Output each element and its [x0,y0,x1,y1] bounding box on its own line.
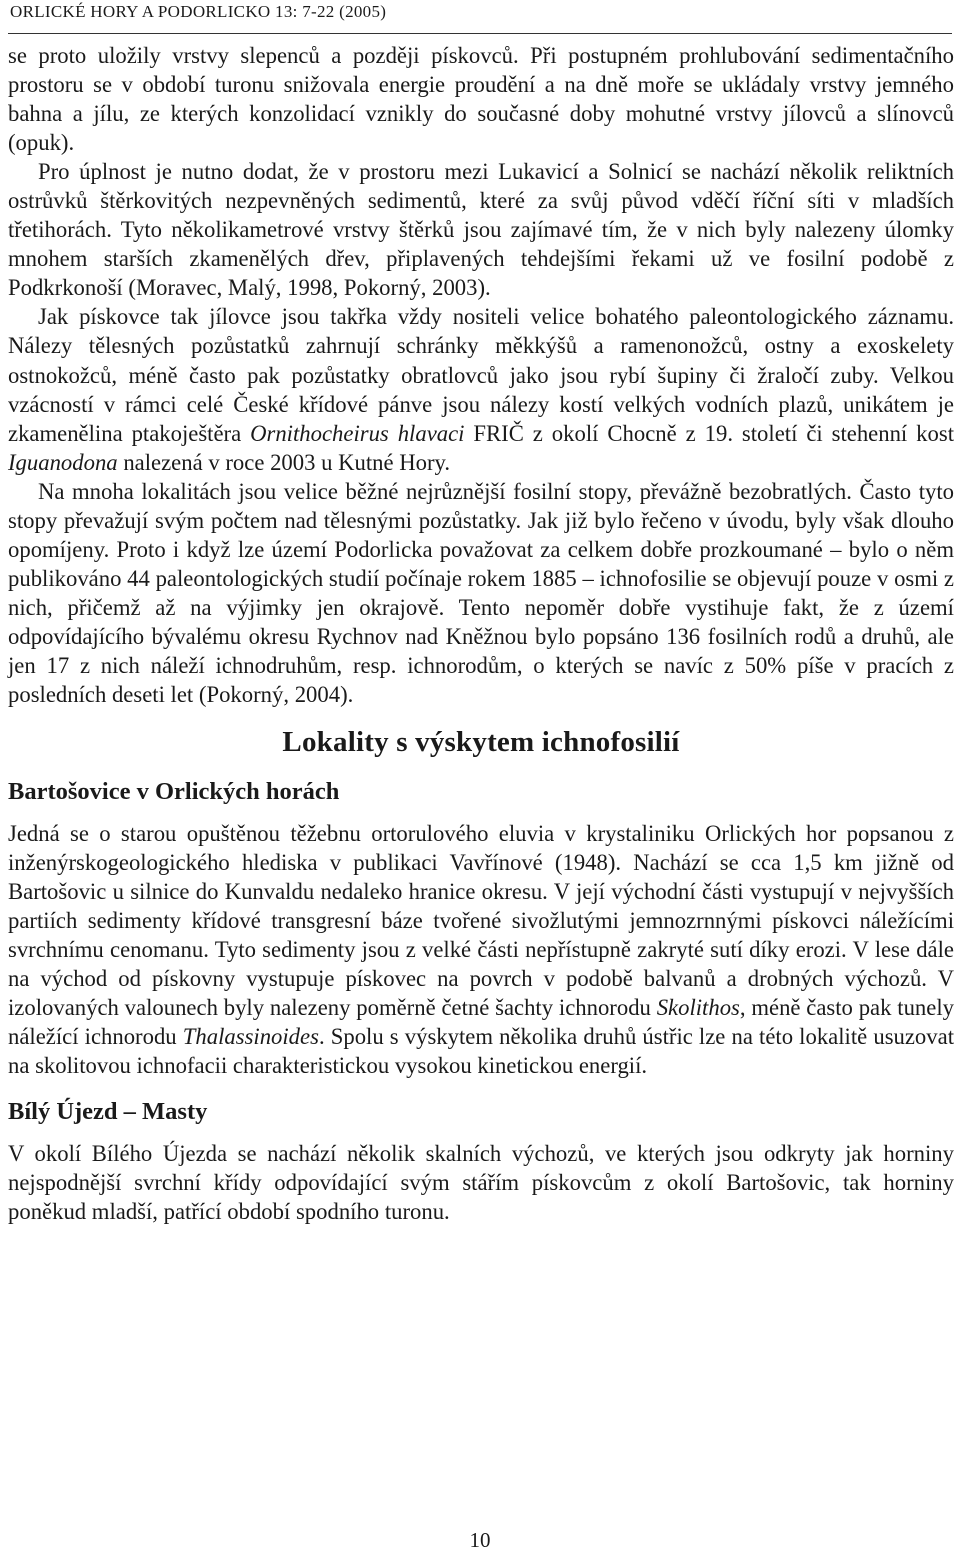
running-head: ORLICKÉ HORY A PODORLICKO 13: 7-22 (2005) [10,2,387,21]
text-run: , méně často pak tunely náležící ichnorodu [8,995,954,1050]
text-run: Na mnoha lokalitách jsou velice běžné nejrůznější fosilní stopy, převážně bezobratlých. Často tyto stopy převažují svým počtem nad tělesnými pozůstatky. Jak již bylo řečeno v úvodu, byly však dlouho opomíjeny. Proto i když lze území Podorlicka považovat za celkem dobře prozkoumané – bylo o něm publikováno 44 paleontologických studií počínaje rokem 1885 – ichnofosilie se objevují pouze v osmi z nich, přičemž až na výjimky jen okrajově. Tento nepoměr dobře vystihuje fakt, že z území odpovídajícího bývalému okresu Rychnov nad Kněžnou bylo popsáno 136 fosilních rodů a druhů, ale jen 17 z nich náleží ichnodruhům, resp. ichnorodům, o kterých se navíc z 50% píše v pracích z posledních deseti let (Pokorný, 2004). [8,478,954,708]
taxon-name: Skolithos [656,995,740,1021]
text-run: nalezená v roce 2003 u Kutné Hory. [117,449,451,475]
text-run: Pro úplnost je nutno dodat, že v prostoru mezi Lukavicí a Solnicí se nachází několik reliktních ostrůvků štěrkovitých nezpevněných sedimentů, které za svůj původ vděčí říční síti v mladších třetihorách. Tyto několikametrové vrstvy štěrků jsou zajímavé tím, že v nich byly nalezeny úlomky mnohem starších zkamenělých dřev, připlavených tehdejšími řekami už ve fosilní podobě z Podkrkonoší (Moravec, Malý, 1998, Pokorný, 2003). [8,159,954,301]
taxon-name: Ornithocheirus hlavaci [250,420,465,446]
text-run: V okolí Bílého Újezda se nachází několik skalních výchozů, ve kterých jsou odkryty jak horniny nejspodnější svrchní křídy odpovídající svým stářím pískovcům z okolí Bartošovic, tak horniny poněkud mladší, patřící období spodního turonu. [8,1140,954,1224]
paragraph [8,1139,954,1226]
text-run: . Spolu s výskytem několika druhů ústřic lze na této lokalitě usuzovat na skolitovou ichnofacii charakteristickou vysokou kinetickou energií. [8,1024,954,1079]
header-rule [8,33,952,34]
taxon-name: Iguanodona [8,449,118,475]
subsection-bartosovice [8,777,954,1080]
text-run: FRIČ z okolí Chocně z 19. století či stehenní kost [464,420,954,446]
paragraph [8,41,954,157]
subsection-bily-ujezd [8,1097,954,1226]
subsection-title: Bartošovice v Orlických horách [8,778,340,806]
paragraph [8,477,954,709]
subsection-title: Bílý Újezd – Masty [8,1097,208,1125]
text-run: Jak pískovce tak jílovce jsou takřka vždy nositeli velice bohatého paleontologického záznamu. Nálezy tělesných pozůstatků zahrnují schránky měkkýšů a ramenonožců, ostny a exoskelety ostnokožců, méně často pak pozůstatky obratlovců jako jsou rybí šupiny či žraločí zuby. Velkou vzácností v rámci celé České křídové pánve jsou nálezy kostí velkých vodních plazů, unikátem je zkamenělina ptakoještěra [8,304,954,446]
text-run: Jedná se o starou opuštěnou těžebnu ortorulového eluvia v krystaliniku Orlických hor popsanou z inženýrskogeologického hlediska v publikaci Vavřínové (1948). Nachází se cca 1,5 km jižně od Bartošovic u silnice do Kunvaldu nedaleko hranice okresu. V její východní části vystupují v nejvyšších partiích sedimenty křídové transgresní báze tvořené sivožlutými jemnozrnnými pískovci náležícími svrchnímu cenomanu. Tyto sedimenty jsou z velké části nepřístupně zakryté sutí díky erozi. V lese dále na východ od pískovny vystupuje pískovec na povrch v podobě balvanů a drobných výchozů. V izolovaných valounech byly nalezeny poměrně četné šachty ichnorodu [8,821,954,1021]
section-title: Lokality s výskytem ichnofosilií [282,726,680,759]
taxon-name: Thalassinoides [182,1024,319,1050]
paragraph [8,819,954,1080]
intro-paragraphs [8,41,954,709]
page-number: 10 [469,1528,491,1552]
article-body [8,41,954,1226]
paragraph [8,302,954,476]
paragraph [8,157,954,302]
text-run: se proto uložily vrstvy slepenců a později pískovců. Při postupném prohlubování sedimentačního prostoru se v období turonu snižovala energie proudění a na dně moře se ukládaly vrstvy jemného bahna a jílu, ze kterých konzolidací vznikly do současné doby mohutné vrstvy jílovců a slínovců (opuk). [8,43,954,156]
